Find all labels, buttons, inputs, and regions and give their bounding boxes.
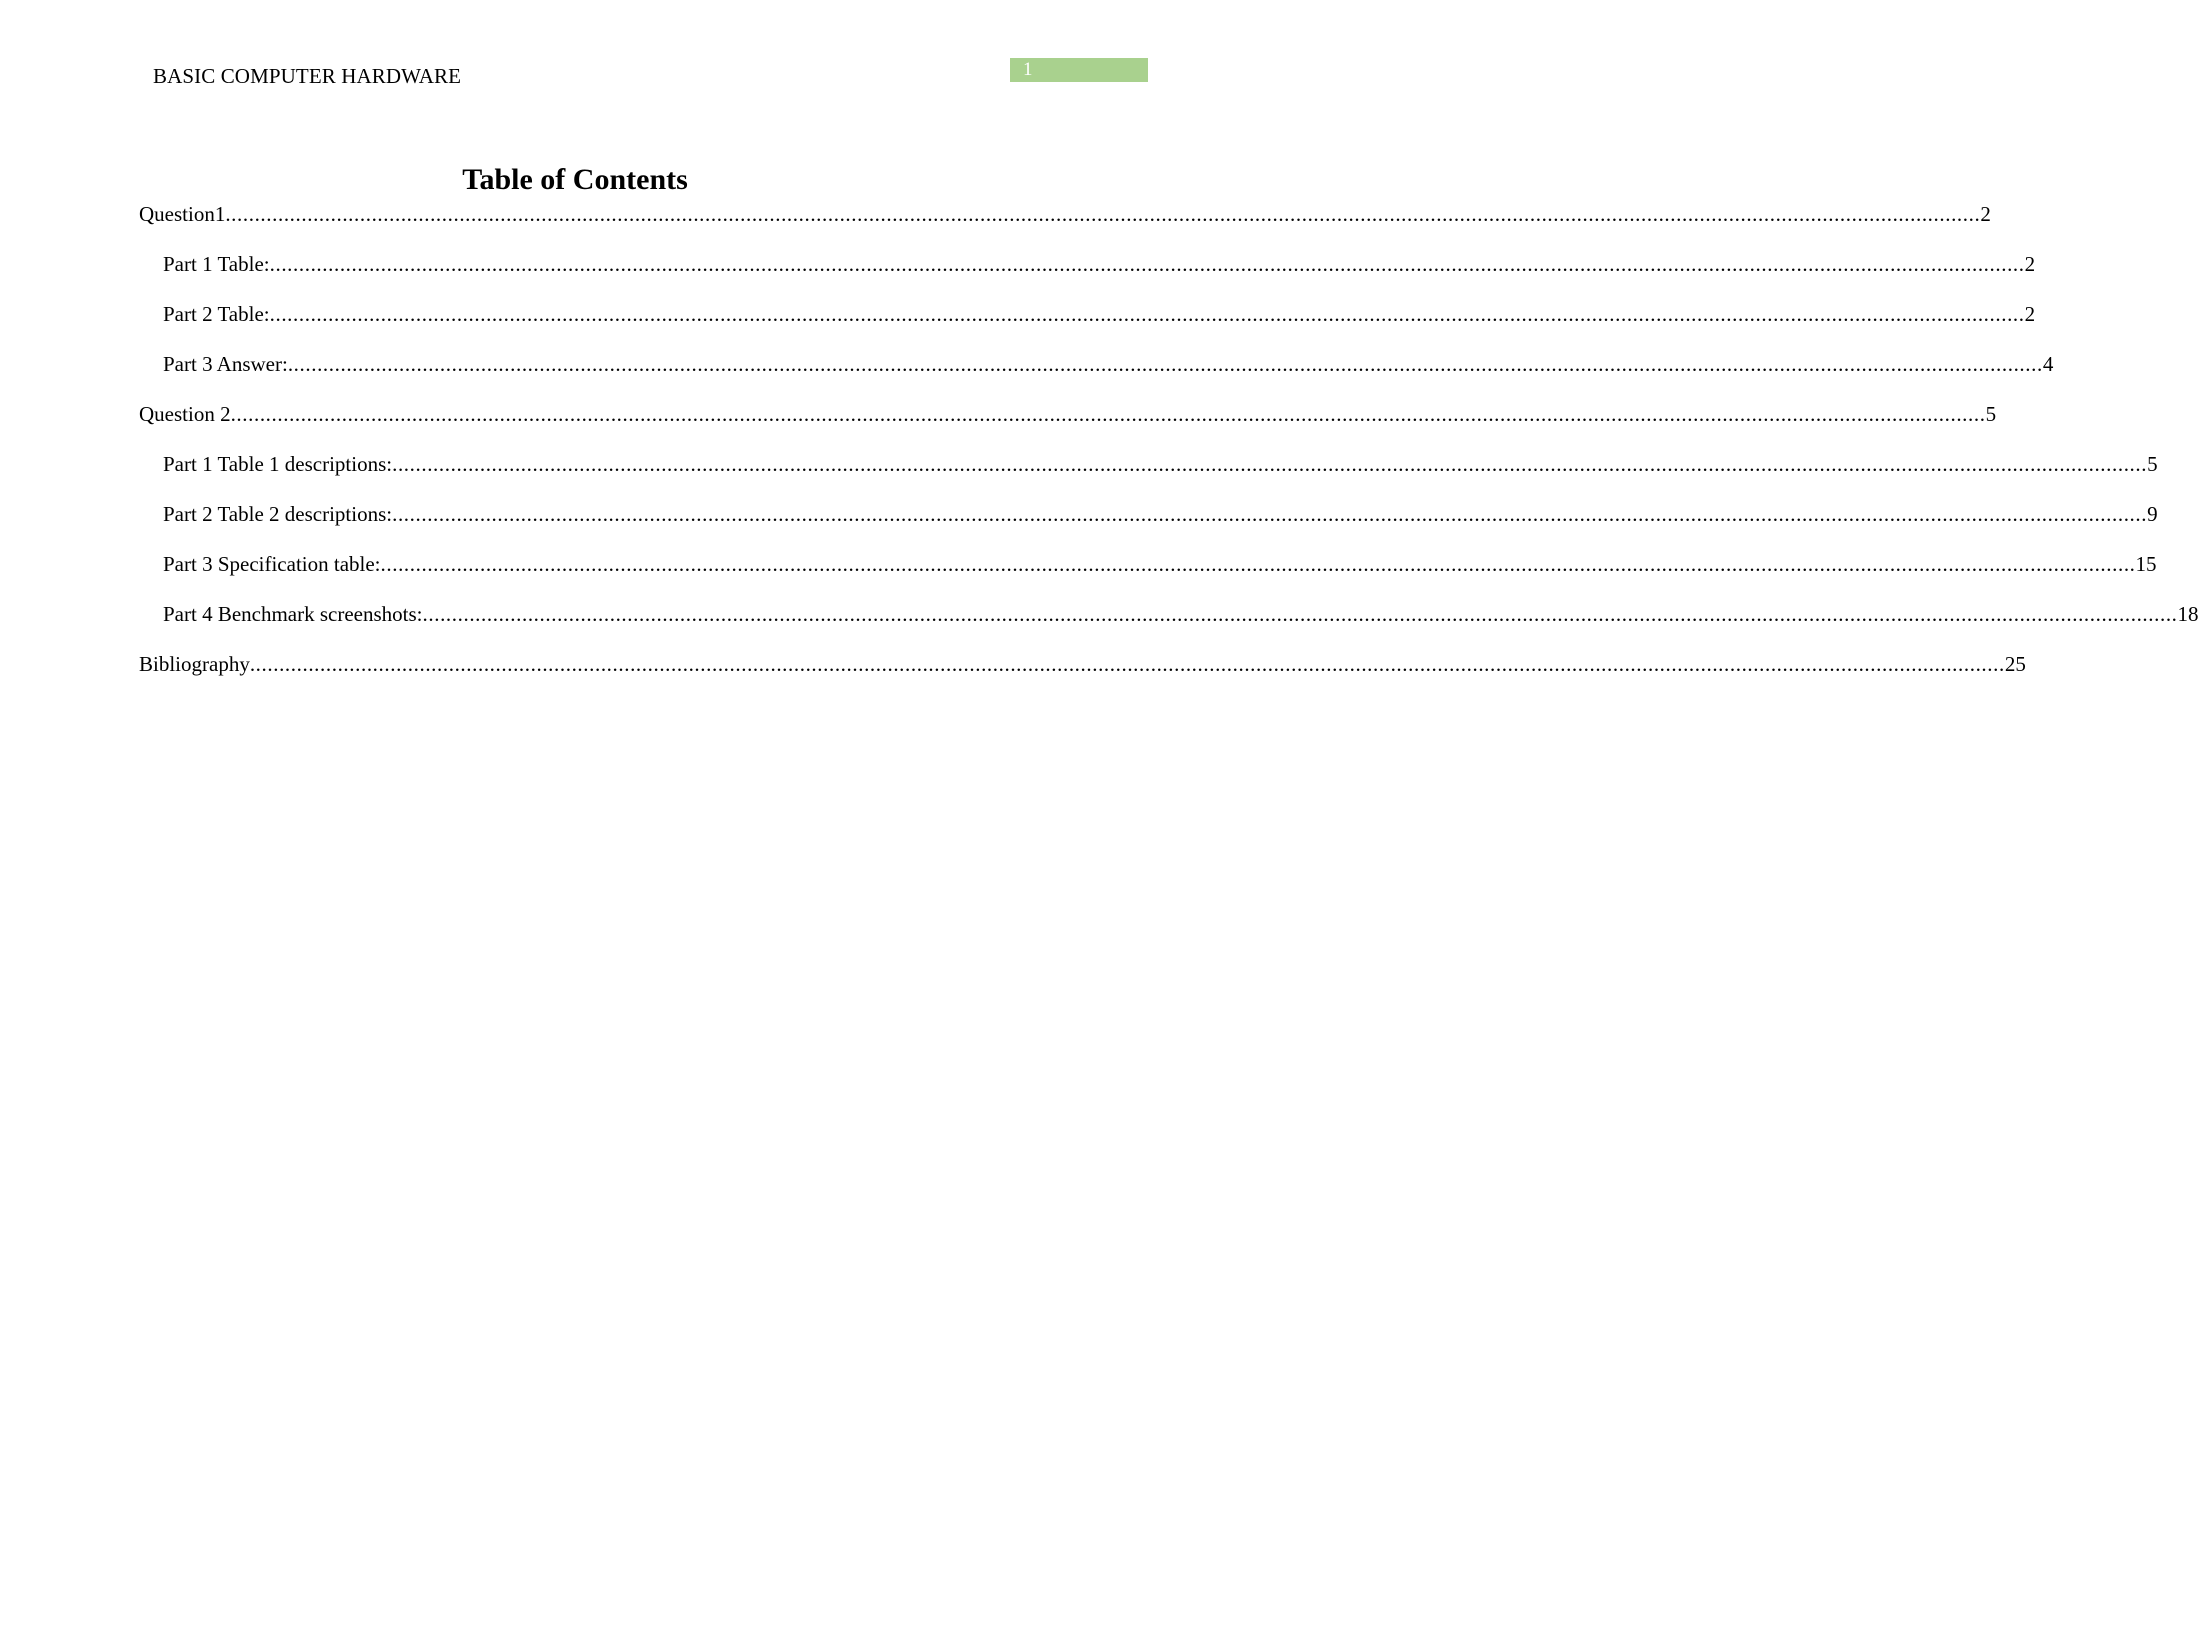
toc-entry-page: 2 [2024,252,2036,276]
toc-entry-page: 5 [2147,452,2158,476]
toc-entry-text: Question1 [139,202,226,226]
toc-entry-page: 18 [2177,602,2199,626]
page-number: 1 [1023,59,1033,80]
toc-entry-page: 25 [2004,652,2026,676]
toc-heading: Table of Contents [462,163,688,196]
toc-entry-page: 15 [2135,552,2157,576]
toc-dot-leader: ............................................................................................................................................................................................................................................................................................................ [422,602,2178,626]
toc-entry-part-3-specification-table[interactable] [139,550,2157,600]
toc-entry-part-2-table-2-descriptions[interactable] [139,500,2158,550]
toc-dot-leader: ............................................................................................................................................................................................................................................................................................................ [269,302,2025,326]
toc-entry-text: Bibliography [139,652,250,676]
toc-entry-text: Part 2 Table 2 descriptions: [163,502,393,526]
toc-entry-page: 9 [2147,502,2158,526]
toc-entry-page: 2 [2024,302,2036,326]
toc-entry-page: 2 [1980,202,1991,226]
toc-entry-text: Question 2 [139,402,231,426]
toc-entry-part-1-table-1-descriptions[interactable] [139,450,2158,500]
toc-entry-bibliography[interactable] [139,650,2026,700]
toc-entry-text: Part 3 Answer: [163,352,288,376]
toc-list [139,200,2199,700]
toc-entry-text: Part 1 Table 1 descriptions: [163,452,393,476]
page-number-badge [1010,58,1148,82]
toc-dot-leader: ............................................................................................................................................................................................................................................................................................................ [269,252,2025,276]
toc-dot-leader: ............................................................................................................................................................................................................................................................................................................ [287,352,2043,376]
toc-dot-leader: ............................................................................................................................................................................................................................................................................................................ [392,452,2148,476]
toc-entry-page: 5 [1985,402,1997,426]
toc-entry-question-1[interactable] [139,200,1991,250]
toc-entry-text: Part 2 Table: [163,302,270,326]
toc-dot-leader: ............................................................................................................................................................................................................................................................................................................ [225,202,1981,226]
toc-entry-text: Part 4 Benchmark screenshots: [163,602,423,626]
toc-entry-question-2[interactable] [139,400,1997,450]
toc-entry-part-2-table[interactable] [139,300,2036,350]
toc-entry-part-1-table[interactable] [139,250,2036,300]
toc-dot-leader: ............................................................................................................................................................................................................................................................................................................ [392,502,2148,526]
toc-dot-leader: ............................................................................................................................................................................................................................................................................................................ [380,552,2136,576]
toc-entry-part-4-benchmark-screenshots[interactable] [139,600,2199,650]
toc-entry-text: Part 3 Specification table: [163,552,381,576]
toc-dot-leader: ............................................................................................................................................................................................................................................................................................................ [230,402,1986,426]
toc-dot-leader: ............................................................................................................................................................................................................................................................................................................ [249,652,2005,676]
toc-entry-text: Part 1 Table: [163,252,270,276]
toc-entry-part-3-answer[interactable] [139,350,2054,400]
running-header-title: BASIC COMPUTER HARDWARE [153,64,461,88]
toc-entry-page: 4 [2042,352,2054,376]
